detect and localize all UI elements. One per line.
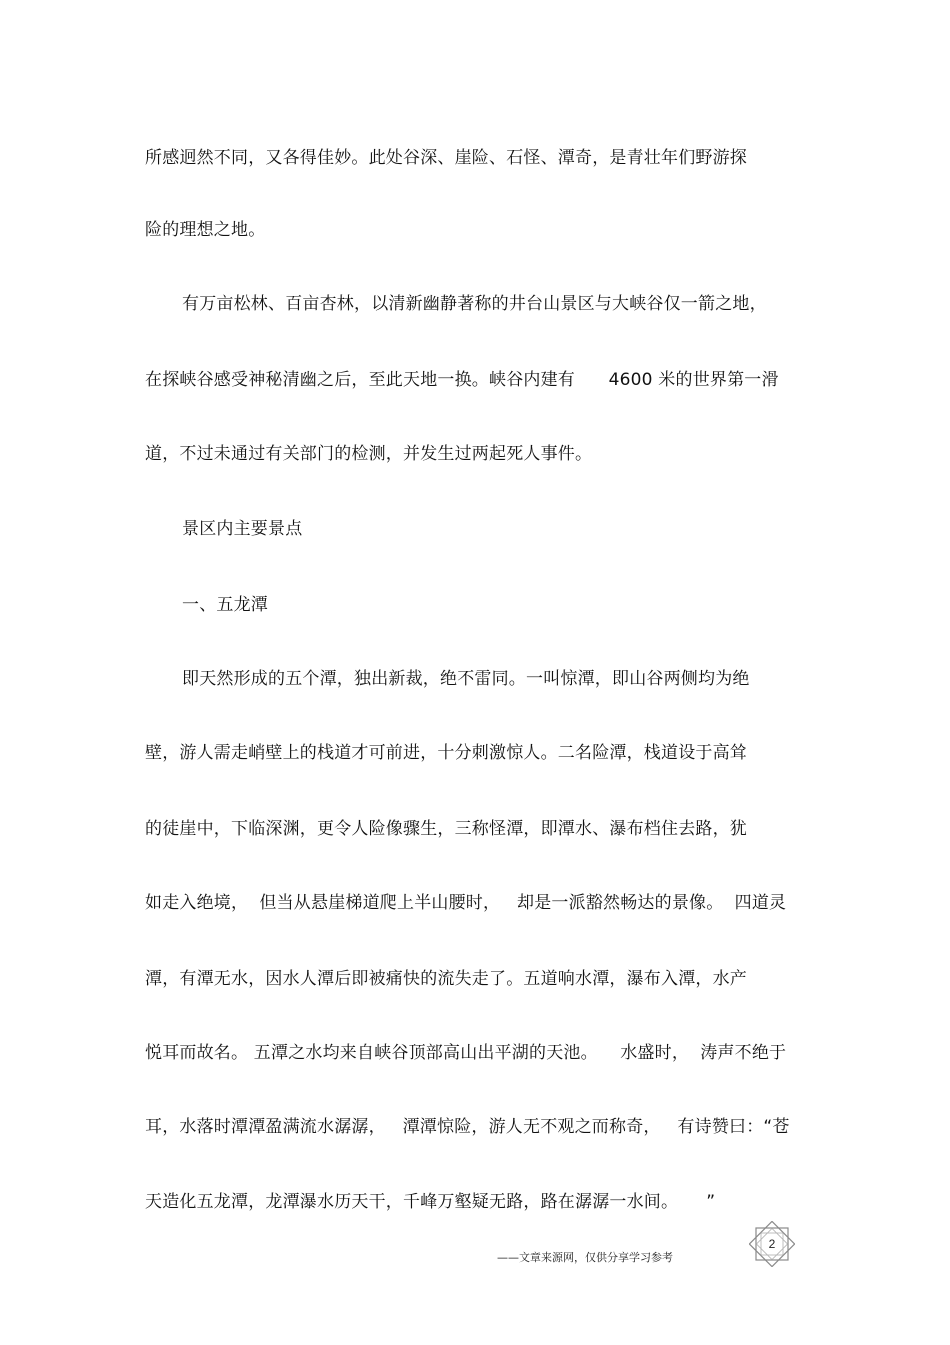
- text-line-8: 即天然形成的五个潭，独出新裁，绝不雷同。一叫惊潭，即山谷两侧均为绝: [182, 669, 750, 689]
- text-line-2: 险的理想之地。: [145, 220, 266, 240]
- text-line-15: 天造化五龙潭，龙潭瀑水历天干，千峰万壑疑无路，路在潺潺一水间。 ”: [145, 1192, 716, 1212]
- text-line-14: 耳，水落时潭潭盈满流水潺潺， 潭潭惊险，游人无不观之而称奇， 有诗赞曰：“苍: [145, 1117, 790, 1137]
- subsection-heading: 一、五龙潭: [182, 595, 268, 615]
- text-line-12: 潭，有潭无水，因水人潭后即被痛快的流失走了。五道响水潭，瀑布入潭，水产: [145, 969, 747, 989]
- text-line-13: 悦耳而故名。 五潭之水均来自峡谷顶部高山出平湖的天池。 水盛时， 涛声不绝于: [145, 1043, 787, 1063]
- section-heading: 景区内主要景点: [182, 519, 303, 539]
- text-line-1: 所感迥然不同，又各得佳妙。此处谷深、崖险、石怪、潭奇，是青壮年们野游探: [145, 148, 747, 168]
- text-line-9: 壁，游人需走峭壁上的栈道才可前进，十分刺激惊人。二名险潭，栈道设于高耸: [145, 743, 747, 763]
- page-number: 2: [768, 1237, 776, 1251]
- page-number-badge: [749, 1221, 795, 1267]
- source-note: ——文章来源网，仅供分享学习参考: [497, 1251, 673, 1264]
- text-line-11: 如走入绝境， 但当从悬崖梯道爬上半山腰时， 却是一派豁然畅达的景像。 四道灵: [145, 893, 787, 913]
- text-line-5: 道，不过未通过有关部门的检测，并发生过两起死人事件。: [145, 444, 593, 464]
- text-line-4: 在探峡谷感受神秘清幽之后，至此天地一换。峡谷内建有 4600 米的世界第一滑: [145, 370, 779, 390]
- text-line-3: 有万亩松林、百亩杏林，以清新幽静著称的井台山景区与大峡谷仅一箭之地，: [182, 294, 767, 314]
- text-line-10: 的徒崖中，下临深渊，更令人险像骤生，三称怪潭，即潭水、瀑布档住去路，犹: [145, 819, 747, 839]
